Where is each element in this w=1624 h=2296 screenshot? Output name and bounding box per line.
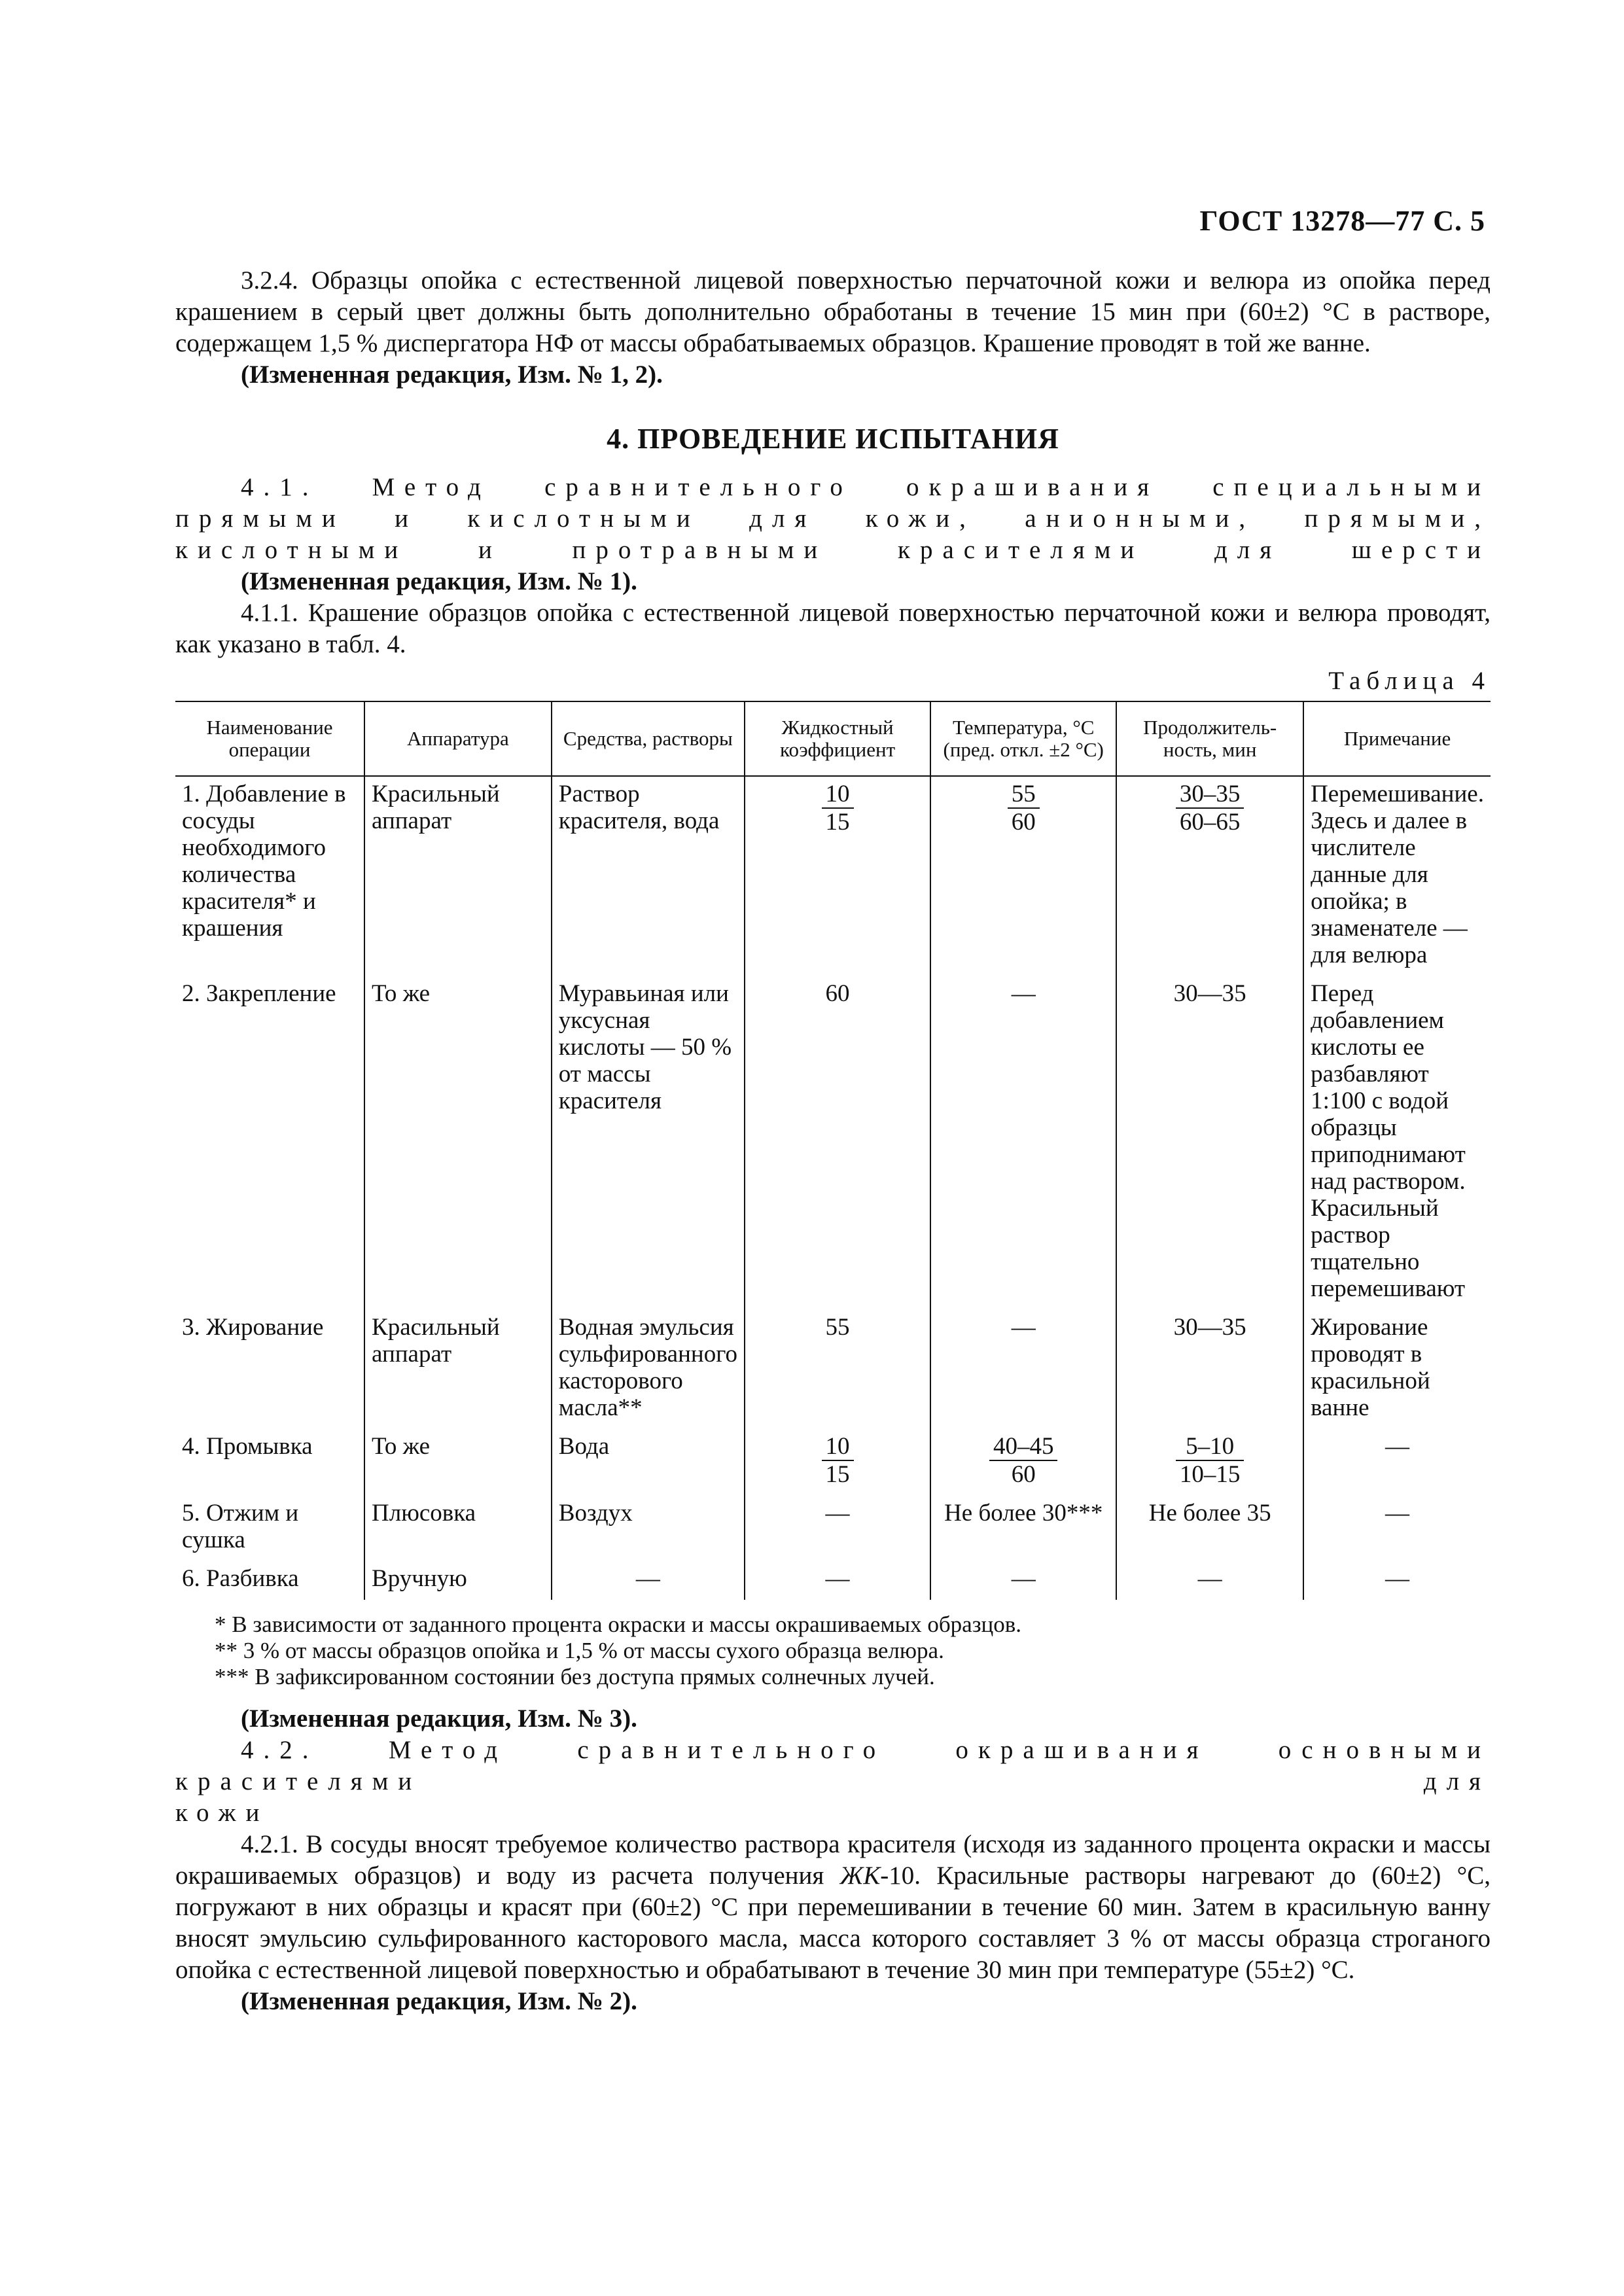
cell-operation: 1. Добавление в сосуды необходимого количества красителя* и крашения (182, 781, 346, 942)
fraction (822, 781, 854, 836)
header-temperature: Температура, °С (пред. откл. ±2 °С) (930, 701, 1116, 776)
numerator: 10 (822, 1433, 854, 1461)
cell-apparatus: Вручную (364, 1561, 552, 1600)
numerator: 10 (822, 781, 854, 809)
method-4-2-line2: кожи (175, 1799, 270, 1827)
cell-duration: — (1116, 1561, 1303, 1600)
cell-apparatus: То же (364, 1429, 552, 1496)
page-header: ГОСТ 13278—77 С. 5 (1199, 205, 1485, 237)
cell-liquid-ratio: — (745, 1496, 930, 1561)
cell-note: Перед добавлением кислоты ее разбавляют 1:100 с водой образцы приподнимают над раствором. Красильный раствор тщательно перемешивают (1303, 976, 1491, 1310)
paragraph-4-2-1 (175, 1829, 1491, 1986)
method-4-1-line2: прямыми и кислотными для кожи, анионными, прямыми, (175, 504, 1491, 533)
header-apparatus: Аппаратура (364, 701, 552, 776)
fraction (989, 1433, 1058, 1488)
cell-agents: Воздух (552, 1496, 745, 1561)
header-duration: Продолжитель-ность, мин (1116, 701, 1303, 776)
cell-liquid-ratio: — (745, 1561, 930, 1600)
cell-duration (1116, 1429, 1303, 1496)
cell-temperature (930, 1429, 1116, 1496)
paragraph-4-1-1: 4.1.1. Крашение образцов опойка с естественной лицевой поверхностью перчаточной кожи и велюра проводят, как указано в табл. 4. (175, 599, 1491, 658)
fraction (1176, 781, 1244, 836)
paragraph-4-2-1-part2: -10. Красильные растворы нагревают до (60±2) °С, погружают в них образцы и красят при (60±2) °С при перемешивании в течение 60 мин. Затем в красильную ванну вносят эмульсию сульфированного касторового масла, масса которого составляет 3 % от массы образца строганого опойка с естественной лицевой поверхностью и обрабатывают в течение 30 мин при температуре (55±2) °С. (175, 1862, 1491, 1984)
edition-note-2: (Измененная редакция, Изм. № 1). (241, 567, 637, 595)
header-liquid-ratio: Жидкостный коэффициент (745, 701, 930, 776)
numerator: 55 (1008, 781, 1040, 809)
cell-agents: — (552, 1561, 745, 1600)
cell-liquid-ratio: 60 (745, 976, 930, 1310)
cell-apparatus: Красильный аппарат (364, 776, 552, 976)
section-title: 4. ПРОВЕДЕНИЕ ИСПЫТАНИЯ (607, 423, 1059, 455)
footnote-1: * В зависимости от заданного процента окраски и массы окрашиваемых образцов. (215, 1612, 1022, 1637)
table-row (175, 976, 1491, 1310)
cell-liquid-ratio: 55 (745, 1310, 930, 1429)
method-4-1-line1: 4.1. Метод сравнительного окрашивания специальными (241, 473, 1491, 501)
cell-temperature: — (930, 1310, 1116, 1429)
footnote-2: ** 3 % от массы образцов опойка и 1,5 % от массы сухого образца велюра. (215, 1638, 944, 1663)
cell-agents: Водная эмульсия сульфированного касторового масла** (552, 1310, 745, 1429)
method-4-1-line3: кислотными и протравными красителями для шерсти (175, 536, 1491, 564)
cell-duration (1116, 776, 1303, 976)
cell-temperature: — (930, 1561, 1116, 1600)
paragraph-4-2-1-part1: 4.2.1. В сосуды вносят требуемое количество раствора красителя (исходя из заданного процента окраски и массы окрашиваемых образцов) и воду из расчета получения (175, 1830, 1491, 1890)
cell-operation: 6. Разбивка (182, 1565, 299, 1592)
method-4-2-line1: 4.2. Метод сравнительного окрашивания основными красителями для (175, 1736, 1491, 1795)
cell-operation: 5. Отжим и сушка (182, 1500, 299, 1553)
cell-duration: Не более 35 (1116, 1496, 1303, 1561)
cell-note: Перемешивание. Здесь и далее в числителе данные для опойка; в знаменателе — для велюра (1303, 776, 1491, 976)
fraction (1008, 781, 1040, 836)
edition-note-4: (Измененная редакция, Изм. № 2). (241, 1987, 637, 2015)
table-row (175, 1429, 1491, 1496)
denominator: 10–15 (1179, 1461, 1241, 1488)
cell-operation: 2. Закрепление (182, 980, 336, 1007)
cell-temperature: — (930, 976, 1116, 1310)
denominator: 60 (1011, 1461, 1036, 1488)
table-footnotes (215, 1612, 1491, 1690)
table-row (175, 1310, 1491, 1429)
cell-operation: 3. Жирование (182, 1314, 324, 1341)
paragraph-4-2-1-italic: ЖК (839, 1862, 881, 1890)
cell-note: — (1303, 1429, 1491, 1496)
table-row (175, 1561, 1491, 1600)
cell-apparatus: Красильный аппарат (364, 1310, 552, 1429)
numerator: 5–10 (1176, 1433, 1244, 1461)
denominator: 60 (1011, 809, 1036, 836)
table-label: Таблица 4 (1328, 667, 1491, 695)
denominator: 15 (825, 809, 850, 836)
cell-temperature (930, 776, 1116, 976)
fraction (1176, 1433, 1244, 1488)
cell-agents: Вода (552, 1429, 745, 1496)
cell-duration: 30—35 (1116, 1310, 1303, 1429)
paragraph-3-2-4: 3.2.4. Образцы опойка с естественной лицевой поверхностью перчаточной кожи и велюра из опойка перед крашением в серый цвет должны быть дополнительно обработаны в течение 15 мин при (60±2) °С в растворе, содержащем 1,5 % диспергатора НФ от массы обрабатываемых образцов. Крашение проводят в той же ванне. (175, 266, 1491, 357)
fraction (822, 1433, 854, 1488)
edition-note-3: (Измененная редакция, Изм. № 3). (241, 1704, 637, 1733)
cell-note: — (1303, 1496, 1491, 1561)
cell-liquid-ratio (745, 1429, 930, 1496)
table-header-row (175, 701, 1491, 776)
cell-duration: 30—35 (1116, 976, 1303, 1310)
numerator: 40–45 (989, 1433, 1058, 1461)
cell-agents: Муравьиная или уксусная кислоты — 50 % от массы красителя (552, 976, 745, 1310)
cell-apparatus: Плюсовка (364, 1496, 552, 1561)
numerator: 30–35 (1176, 781, 1244, 809)
cell-note: Жирование проводят в красильной ванне (1303, 1310, 1491, 1429)
cell-note: — (1303, 1561, 1491, 1600)
cell-liquid-ratio (745, 776, 930, 976)
header-note: Примечание (1303, 701, 1491, 776)
denominator: 60–65 (1179, 809, 1241, 836)
table-4 (175, 701, 1491, 1600)
cell-agents: Раствор красителя, вода (552, 776, 745, 976)
denominator: 15 (825, 1461, 850, 1488)
cell-apparatus: То же (364, 976, 552, 1310)
page-content (175, 265, 1491, 2017)
edition-note-1: (Измененная редакция, Изм. № 1, 2). (241, 361, 663, 389)
cell-operation: 4. Промывка (182, 1433, 313, 1460)
cell-temperature: Не более 30*** (930, 1496, 1116, 1561)
header-operation: Наименование операции (175, 701, 364, 776)
table-row (175, 776, 1491, 976)
table-row (175, 1496, 1491, 1561)
footnote-3: *** В зафиксированном состоянии без доступа прямых солнечных лучей. (215, 1664, 935, 1689)
header-agents: Средства, растворы (552, 701, 745, 776)
